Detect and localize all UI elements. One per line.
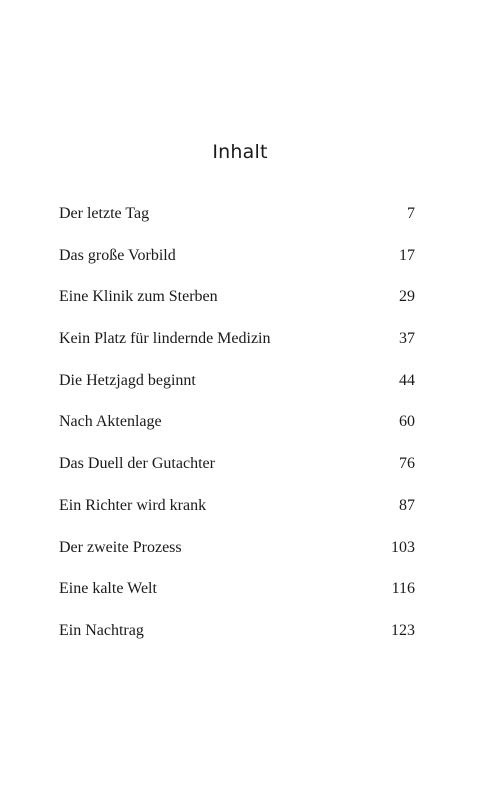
toc-entry [59, 455, 415, 497]
toc-entry-page: 29 [399, 288, 415, 306]
toc-entry-page: 87 [399, 496, 415, 514]
toc-entry-page: 7 [407, 205, 415, 222]
toc-entry-title: Nach Aktenlage [59, 413, 162, 431]
toc-entry-title: Eine Klinik zum Sterben [59, 288, 218, 306]
toc-entry-title: Eine kalte Welt [59, 580, 157, 598]
toc-entry-page: 116 [391, 580, 415, 598]
toc-entry [59, 497, 415, 539]
toc-entry-title: Das Duell der Gutachter [59, 455, 215, 473]
toc-entry-title: Das große Vorbild [59, 246, 176, 264]
toc-entry-title: Kein Platz für lindernde Medizin [59, 330, 271, 348]
toc-entry-page: 60 [399, 413, 415, 431]
toc-entry-title: Der zweite Prozess [59, 538, 182, 556]
toc-entry-title: Die Hetzjagd beginnt [59, 371, 196, 389]
toc-entry [59, 372, 415, 414]
toc-entry-page: 123 [391, 621, 415, 639]
toc-entry-page: 44 [399, 371, 415, 389]
toc-entry [59, 580, 415, 622]
toc-entry [59, 622, 415, 664]
toc-entry [59, 247, 415, 289]
toc-entry-page: 17 [399, 246, 415, 264]
toc-entry [59, 330, 415, 372]
toc-entry-title: Der letzte Tag [59, 205, 150, 222]
toc-entry-page: 37 [399, 330, 415, 348]
toc-title: Inhalt [212, 141, 268, 163]
toc-entry [59, 205, 415, 247]
toc-entry [59, 413, 415, 455]
toc-entry-page: 76 [399, 455, 415, 473]
toc-entry-page: 103 [391, 538, 415, 556]
toc-entry-title: Ein Nachtrag [59, 621, 144, 639]
toc-entry [59, 288, 415, 330]
toc-entry-title: Ein Richter wird krank [59, 496, 207, 514]
toc-entry [59, 539, 415, 581]
toc-list [59, 205, 415, 664]
